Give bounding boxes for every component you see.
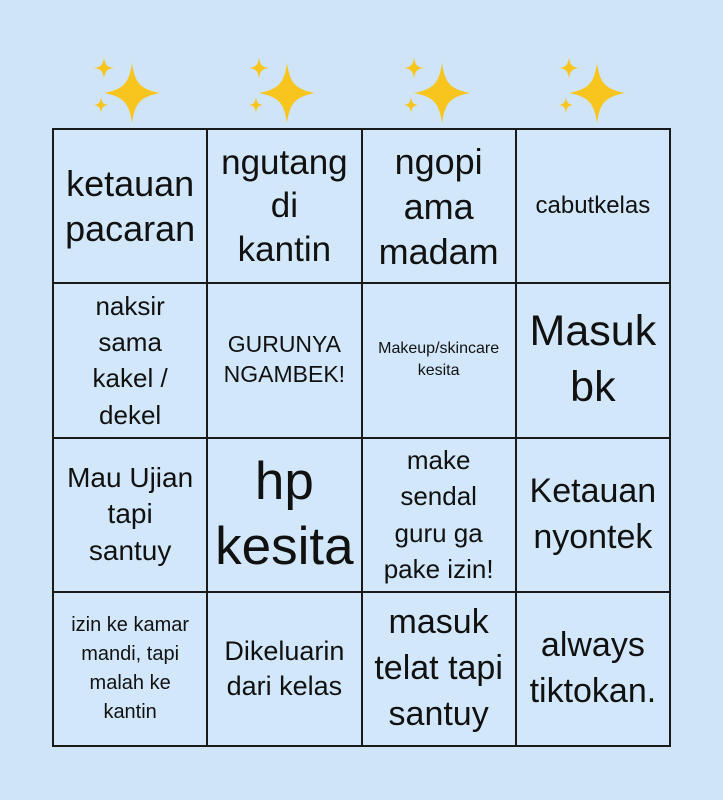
bingo-cell-text: Dikeluarin dari kelas bbox=[224, 635, 345, 701]
bingo-cell-text: naksir sama kakel / dekel bbox=[92, 290, 168, 430]
bingo-cell-text: always tiktokan. bbox=[529, 625, 657, 710]
bingo-cell[interactable] bbox=[207, 438, 361, 592]
bingo-cell[interactable] bbox=[207, 283, 361, 437]
bingo-cell[interactable] bbox=[362, 592, 516, 746]
bingo-cell-text: Makeup/skincare kesita bbox=[378, 339, 500, 380]
sparkles-icon bbox=[52, 50, 207, 128]
bingo-cell[interactable] bbox=[516, 129, 670, 283]
bingo-cell-text: Mau Ujian tapi santuy bbox=[67, 462, 194, 566]
bingo-cell-text: ngopi ama madam bbox=[378, 140, 499, 272]
bingo-cell-text: hp kesita bbox=[215, 451, 354, 576]
bingo-cell-text: GURUNYA NGAMBEK! bbox=[223, 331, 346, 388]
bingo-header bbox=[52, 50, 671, 128]
bingo-cell[interactable] bbox=[362, 283, 516, 437]
bingo-cell[interactable] bbox=[362, 129, 516, 283]
sparkles-icon bbox=[207, 50, 362, 128]
bingo-cell-text: Ketauan nyontek bbox=[529, 471, 657, 556]
bingo-cell[interactable] bbox=[53, 438, 207, 592]
bingo-cell-text: izin ke kamar mandi, tapi malah ke kantin bbox=[71, 613, 190, 723]
bingo-cell-text: masuk telat tapi santuy bbox=[374, 603, 503, 733]
bingo-cell[interactable] bbox=[53, 283, 207, 437]
bingo-cell-text: ngutang di kantin bbox=[221, 142, 348, 269]
bingo-cell[interactable] bbox=[516, 283, 670, 437]
bingo-cell[interactable] bbox=[207, 592, 361, 746]
bingo-cell[interactable] bbox=[53, 592, 207, 746]
sparkles-icon bbox=[516, 50, 671, 128]
bingo-cell-text: make sendal guru ga pake izin! bbox=[383, 444, 494, 585]
bingo-board bbox=[52, 128, 671, 747]
bingo-cell[interactable] bbox=[207, 129, 361, 283]
bingo-cell[interactable] bbox=[53, 129, 207, 283]
bingo-cell-text: ketauan pacaran bbox=[65, 163, 196, 250]
bingo-cell-text: cabutkelas bbox=[535, 192, 651, 220]
bingo-cell[interactable] bbox=[516, 592, 670, 746]
sparkles-icon bbox=[362, 50, 517, 128]
bingo-cell-text: Masuk bk bbox=[529, 307, 657, 412]
bingo-cell[interactable] bbox=[362, 438, 516, 592]
bingo-cell[interactable] bbox=[516, 438, 670, 592]
